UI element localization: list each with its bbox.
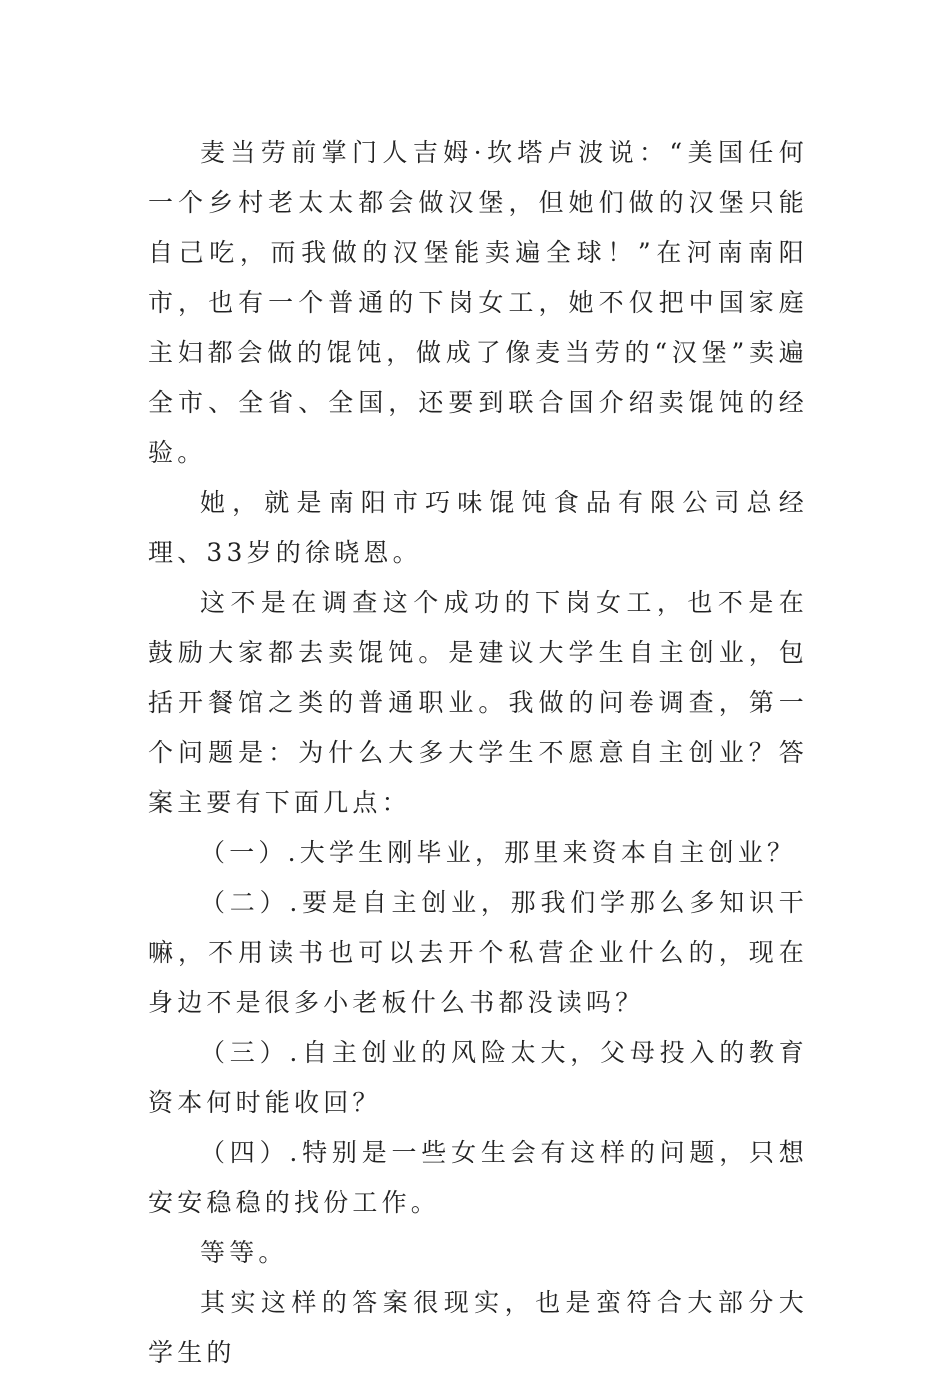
list-item-4: （四）.特别是一些女生会有这样的问题，只想安安稳稳的找份工作。 xyxy=(148,1138,808,1217)
paragraph-survey-intro: 这不是在调查这个成功的下岗女工，也不是在鼓励大家都去卖馄饨。是建议大学生自主创业，包括开餐馆之类的普通职业。我做的问卷调查，第一个问题是：为什么大多大学生不愿意自主创业？答案主要有下面几点： xyxy=(148,588,808,817)
paragraph-mcdonalds-quote: 麦当劳前掌门人吉姆·坎塔卢波说：“美国任何一个乡村老太太都会做汉堡，但她们做的汉堡只能自己吃，而我做的汉堡能卖遍全球！”在河南南阳市，也有一个普通的下岗女工，她不仅把中国家庭主妇都会做的馄饨，做成了像麦当劳的“汉堡”卖遍全市、全省、全国，还要到联合国介绍卖馄饨的经验。 xyxy=(148,138,808,467)
list-item-1: （一）.大学生刚毕业，那里来资本自主创业？ xyxy=(200,838,797,867)
paragraph-etc: 等等。 xyxy=(200,1238,288,1267)
paragraph-conclusion: 其实这样的答案很现实，也是蛮符合大部分大学生的 xyxy=(148,1288,808,1367)
paragraph-xu-xiaoen: 她，就是南阳市巧味馄饨食品有限公司总经理、33岁的徐晓恩。 xyxy=(148,488,808,567)
body-text xyxy=(148,128,808,1378)
list-item-3: （三）.自主创业的风险太大，父母投入的教育资本何时能收回？ xyxy=(148,1038,808,1117)
list-item-2: （二）.要是自主创业，那我们学那么多知识干嘛，不用读书也可以去开个私营企业什么的，现在身边不是很多小老板什么书都没读吗？ xyxy=(148,888,808,1017)
